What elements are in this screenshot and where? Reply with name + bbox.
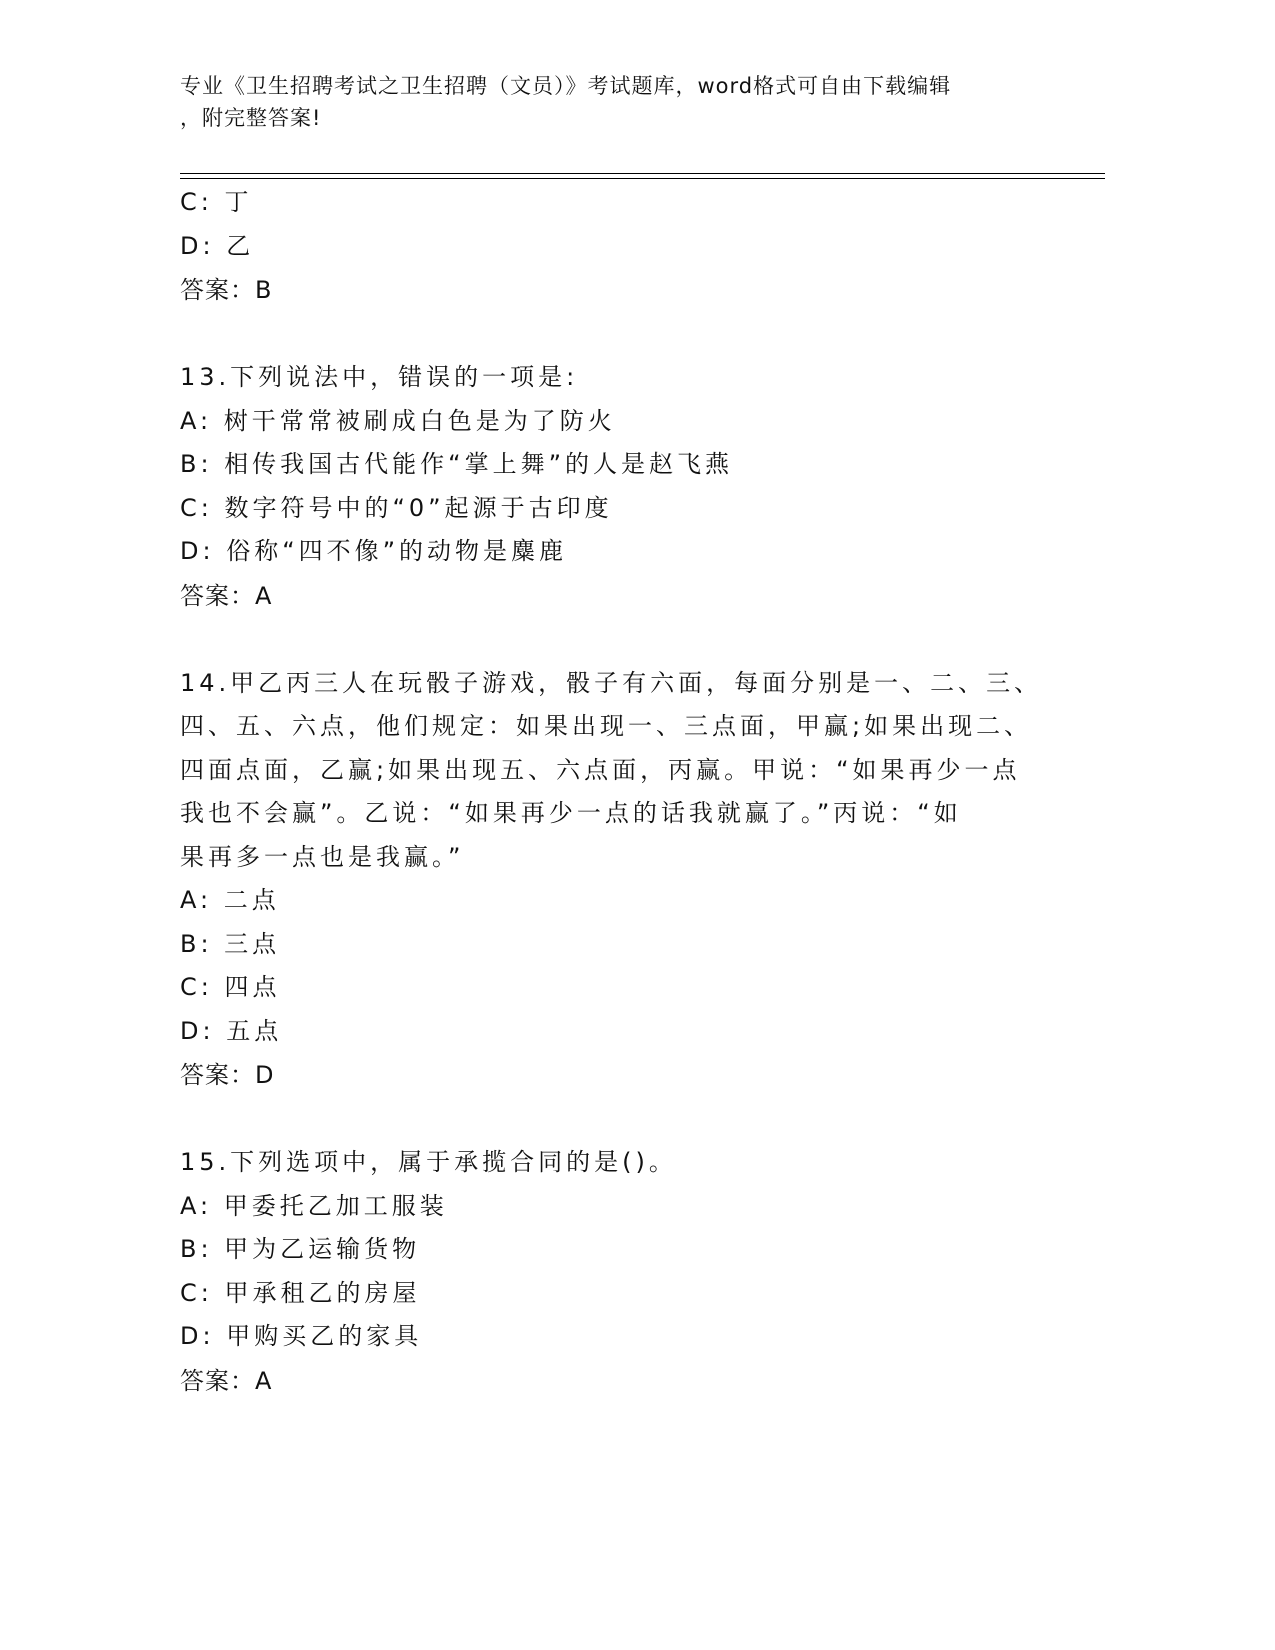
answer-line: 答案：A (180, 1366, 273, 1395)
question-stem-line: 四面点面，乙赢;如果出现五、六点面，丙赢。甲说：“如果再少一点 (180, 755, 1021, 784)
option-c: C: 数字符号中的“0”起源于古印度 (180, 493, 613, 522)
question-stem-line: 14.甲乙丙三人在玩骰子游戏，骰子有六面，每面分别是一、二、三、 (180, 668, 1043, 697)
spacer (180, 312, 1040, 356)
header-line-1: 专业《卫生招聘考试之卫生招聘（文员）》考试题库，word格式可自由下载编辑 (180, 74, 952, 98)
option-c: C: 甲承租乙的房屋 (180, 1278, 421, 1307)
option-b: B: 三点 (180, 929, 281, 958)
question-stem-line: 果再多一点也是我赢。” (180, 842, 465, 871)
answer-line: 答案：D (180, 1061, 275, 1089)
option-d: D: 甲购买乙的家具 (180, 1322, 423, 1350)
option-c: C: 四点 (180, 973, 281, 1001)
option-d: D: 俗称“四不像”的动物是麋鹿 (180, 537, 568, 565)
question-stem-line: 我也不会赢”。乙说：“如果再少一点的话我就赢了。”丙说：“如 (180, 799, 962, 827)
spacer (180, 1097, 1040, 1141)
option-d: D: 乙 (180, 231, 255, 260)
spacer (180, 618, 1040, 662)
question-stem-line: 四、五、六点，他们规定：如果出现一、三点面，甲赢;如果出现二、 (180, 712, 1033, 740)
header-divider-bottom (180, 178, 1105, 179)
option-a: A: 甲委托乙加工服装 (180, 1191, 448, 1220)
header-line-2: ，附完整答案! (180, 106, 322, 130)
question-14 (180, 662, 1043, 1098)
question-13 (180, 356, 1040, 618)
question-stem: 15.下列选项中，属于承揽合同的是()。 (180, 1148, 677, 1176)
option-d: D: 五点 (180, 1016, 283, 1045)
question-content (180, 181, 1043, 1403)
question-stem: 13.下列说法中，错误的一项是: (180, 363, 579, 391)
option-a: A: 树干常常被刷成白色是为了防火 (180, 406, 616, 435)
header-divider-top (180, 173, 1105, 174)
option-b: B: 相传我国古代能作“掌上舞”的人是赵飞燕 (180, 450, 734, 478)
answer-line: 答案：A (180, 581, 273, 610)
previous-question-tail (180, 181, 1040, 312)
option-c: C: 丁 (180, 188, 253, 216)
question-15 (180, 1141, 1040, 1403)
document-header (180, 70, 1040, 134)
option-b: B: 甲为乙运输货物 (180, 1235, 421, 1263)
option-a: A: 二点 (180, 886, 280, 914)
answer-line: 答案：B (180, 276, 273, 304)
